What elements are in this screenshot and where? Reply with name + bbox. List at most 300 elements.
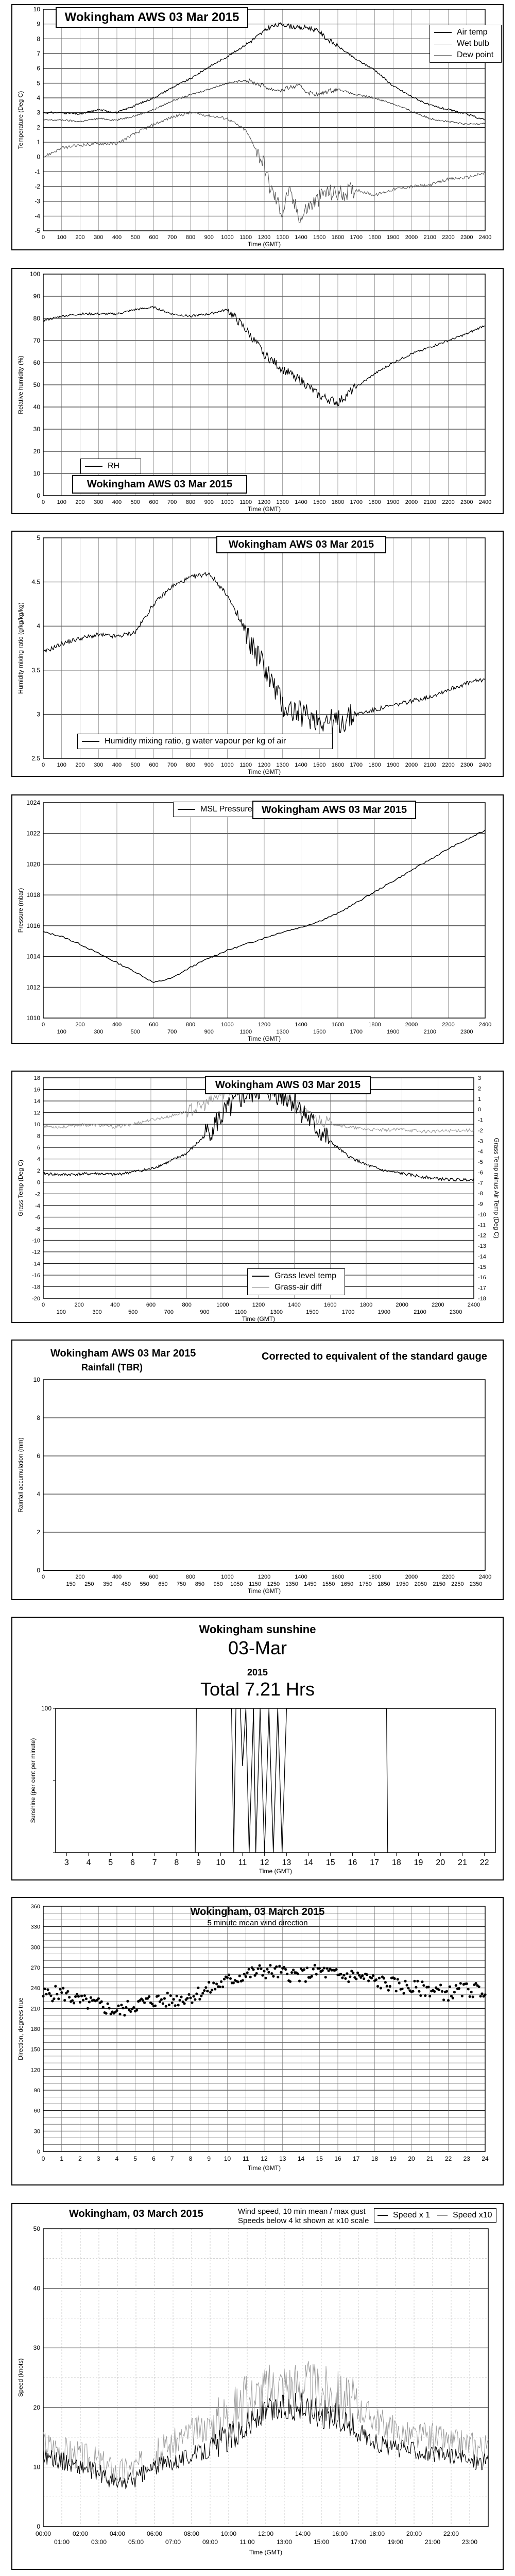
pressure-x-tick-label: 2000 — [405, 1022, 418, 1028]
pressure-x-tick-label: 200 — [75, 1022, 85, 1028]
grass-temp-x-tick-label: 1800 — [359, 1302, 373, 1308]
grass-temp-y-tick-label: 14 — [33, 1098, 40, 1105]
wind-direction-y-tick-label: 360 — [30, 1904, 40, 1910]
wind-direction-point — [469, 1995, 471, 1998]
wind-speed-x-tick-label: 08:00 — [183, 2530, 200, 2537]
sunshine-year: 2015 — [247, 1667, 268, 1677]
wind-direction-point — [206, 1990, 209, 1992]
rainfall-chart — [12, 1341, 503, 1599]
wind-speed-y-tick-label: 50 — [33, 2225, 40, 2232]
wind-direction-point — [60, 1991, 63, 1994]
wind-speed-x-tick-label: 02:00 — [72, 2530, 89, 2537]
wind-direction-point — [117, 2005, 119, 2007]
grass-temp-y-tick-label: -4 — [35, 1202, 40, 1209]
wind-speed-x-tick-label: 11:00 — [239, 2538, 255, 2546]
grass-temp-y2-axis-label: Grass Temp minus Air Temp (Deg C) — [493, 1138, 500, 1239]
temperature-x-axis-label: Time (GMT) — [247, 241, 281, 248]
mixing-ratio-y-axis-label: Humidity mixing ratio (g/kg/kg/kg) — [17, 602, 24, 694]
wind-direction-point — [246, 1971, 249, 1974]
wind-direction-x-tick-label: 6 — [152, 2155, 156, 2162]
humidity-y-axis-label: Relative humidity (%) — [17, 355, 24, 414]
wind-direction-point — [452, 1997, 454, 1999]
wind-direction-chart — [12, 1898, 503, 2184]
wind-direction-chart-title: Wokingham, 03 March 2015 — [190, 1906, 325, 1918]
wind-direction-point — [115, 2009, 118, 2012]
wind-direction-point — [125, 2006, 127, 2009]
wind-direction-point — [270, 1972, 273, 1975]
pressure-legend — [173, 802, 260, 817]
pressure-x-minor-tick-label: 100 — [57, 1029, 66, 1035]
wind-direction-point — [80, 1995, 83, 1997]
wind-direction-point — [438, 1989, 440, 1991]
wind-speed-x-tick-label: 23:00 — [461, 2538, 478, 2546]
rainfall-x-tick-label: 1800 — [368, 1574, 381, 1580]
grass-temp-y2-tick-label: 2 — [478, 1086, 482, 1092]
grass-temp-x-tick-label: 0 — [41, 1302, 45, 1308]
humidity-x-tick-label: 800 — [185, 499, 196, 505]
wind-direction-x-tick-label: 10 — [224, 2155, 231, 2162]
wind-direction-point — [82, 1999, 84, 2002]
rainfall-y-tick-label: 8 — [37, 1414, 40, 1421]
wind-direction-point — [90, 1996, 92, 1999]
grass-temp-y2-tick-label: -7 — [478, 1180, 483, 1187]
humidity-x-tick-label: 500 — [130, 499, 140, 505]
grass-temp-x-minor-tick-label: 700 — [164, 1309, 174, 1315]
rainfall-x-minor-tick-label: 1050 — [230, 1581, 243, 1587]
wind-direction-point — [255, 1972, 258, 1975]
wind-direction-point — [284, 1968, 287, 1971]
sunshine-x-tick-label: 22 — [479, 1858, 489, 1867]
wind-direction-point — [266, 1968, 268, 1971]
wind-speed-subtitle-2: Speeds below 4 kt shown at x10 scale — [238, 2216, 369, 2225]
temperature-y-tick-label: 0 — [37, 153, 40, 161]
wind-direction-point — [201, 1992, 204, 1994]
humidity-x-tick-label: 1700 — [350, 499, 363, 505]
mixing-ratio-y-tick-label: 5 — [37, 534, 40, 541]
humidity-x-tick-label: 2200 — [442, 499, 455, 505]
humidity-y-tick-label: 90 — [33, 293, 40, 300]
sunshine-x-tick-label: 17 — [370, 1858, 380, 1867]
rainfall-x-minor-tick-label: 250 — [84, 1581, 94, 1587]
grass-temp-y-tick-label: -2 — [35, 1191, 40, 1198]
legend-dew-point: Dew point — [457, 50, 494, 59]
grass-temp-x-minor-tick-label: 1900 — [377, 1309, 391, 1315]
wind-direction-point — [148, 1995, 150, 1998]
pressure-x-minor-tick-label: 900 — [204, 1029, 214, 1035]
wind-direction-point — [395, 1990, 398, 1992]
sunshine-x-tick-label: 18 — [391, 1858, 401, 1867]
wind-direction-point — [243, 1973, 246, 1975]
rainfall-x-minor-tick-label: 750 — [176, 1581, 186, 1587]
mixing-ratio-y-tick-label: 4 — [37, 622, 40, 630]
wind-direction-point — [208, 1981, 210, 1984]
wind-direction-point — [142, 1999, 144, 2002]
mixing-ratio-legend — [77, 734, 333, 749]
wind-direction-point — [122, 2007, 124, 2009]
legend-air-temp: Air temp — [457, 28, 488, 37]
wind-direction-point — [54, 1985, 57, 1988]
rainfall-x-minor-tick-label: 350 — [102, 1581, 113, 1587]
wind-direction-point — [321, 1969, 324, 1972]
grass-temp-chart-title: Wokingham AWS 03 Mar 2015 — [205, 1076, 371, 1094]
pressure-x-tick-label: 800 — [185, 1022, 196, 1028]
wind-direction-point — [421, 1980, 423, 1983]
wind-direction-point — [169, 1994, 172, 1997]
humidity-x-tick-label: 1000 — [221, 499, 234, 505]
wind-direction-point — [211, 1989, 213, 1991]
pressure-y-tick-label: 1016 — [26, 922, 40, 929]
grass-temp-y-tick-label: -18 — [32, 1284, 40, 1291]
wind-direction-point — [415, 1986, 417, 1989]
mixing-ratio-x-tick-label: 1900 — [387, 762, 400, 768]
wind-speed-y-tick-label: 20 — [33, 2403, 40, 2411]
pressure-y-tick-label: 1012 — [26, 984, 40, 991]
humidity-x-tick-label: 2400 — [478, 499, 492, 505]
wind-direction-point — [453, 1991, 456, 1993]
mixing-ratio-x-tick-label: 2200 — [442, 762, 455, 768]
wind-direction-point — [341, 1976, 344, 1979]
pressure-x-tick-label: 2200 — [442, 1022, 455, 1028]
pressure-y-tick-label: 1014 — [26, 953, 40, 960]
wind-direction-point — [384, 1981, 387, 1984]
wind-direction-point — [203, 1989, 205, 1992]
grass-temp-y-tick-label: 16 — [33, 1087, 40, 1093]
wind-direction-x-tick-label: 24 — [482, 2155, 489, 2162]
rainfall-x-minor-tick-label: 2350 — [469, 1581, 483, 1587]
wind-direction-point — [335, 1968, 337, 1971]
sunshine-x-tick-label: 9 — [196, 1858, 201, 1867]
grass-temp-x-minor-tick-label: 1100 — [234, 1309, 247, 1315]
temperature-y-tick-label: 1 — [37, 139, 40, 146]
wind-direction-y-tick-label: 30 — [33, 2128, 40, 2135]
wind-direction-point — [397, 1978, 399, 1980]
legend-mixing-ratio: Humidity mixing ratio, g water vapour per kg of air — [105, 737, 286, 745]
wind-speed-x-tick-label: 19:00 — [387, 2538, 404, 2546]
grass-temp-y2-tick-label: -2 — [478, 1127, 483, 1134]
wind-direction-point — [478, 1986, 480, 1988]
wind-speed-x-tick-label: 01:00 — [54, 2538, 70, 2546]
pressure-y-tick-label: 1018 — [26, 891, 40, 899]
wind-direction-point — [347, 1980, 350, 1983]
wind-direction-point — [168, 2004, 170, 2006]
pressure-y-axis-label: Pressure (mbar) — [17, 888, 24, 933]
sunshine-x-tick-label: 14 — [304, 1858, 313, 1867]
mixing-ratio-x-tick-label: 1700 — [350, 762, 363, 768]
wind-direction-point — [324, 1976, 327, 1978]
wind-direction-x-tick-label: 23 — [463, 2155, 470, 2162]
sunshine-chart-title: Wokingham sunshine — [199, 1623, 316, 1636]
mixing-ratio-x-tick-label: 1600 — [331, 762, 345, 768]
wind-direction-point — [214, 1988, 216, 1990]
wind-direction-point — [237, 1980, 239, 1983]
wind-speed-x-tick-label: 17:00 — [350, 2538, 367, 2546]
wind-direction-point — [200, 1994, 202, 1997]
rainfall-x-tick-label: 2200 — [442, 1574, 455, 1580]
sunshine-x-axis-label: Time (GMT) — [259, 1868, 293, 1875]
wind-direction-x-tick-label: 11 — [243, 2155, 249, 2162]
temperature-x-tick-label: 200 — [75, 234, 85, 241]
wind-direction-x-tick-label: 15 — [316, 2155, 323, 2162]
wind-direction-point — [229, 1977, 232, 1980]
humidity-chart-panel — [11, 268, 504, 514]
temperature-y-tick-label: 9 — [37, 20, 40, 28]
temperature-x-tick-label: 500 — [130, 234, 140, 241]
legend-msl-pressure: MSL Pressure — [200, 805, 252, 814]
rainfall-y-tick-label: 0 — [37, 1567, 40, 1574]
temperature-x-tick-label: 400 — [112, 234, 122, 241]
wind-direction-point — [85, 1997, 88, 2000]
grass-temp-x-minor-tick-label: 1700 — [341, 1309, 355, 1315]
wind-speed-x-tick-label: 05:00 — [128, 2538, 144, 2546]
humidity-x-tick-label: 1500 — [313, 499, 326, 505]
grass-temp-y-tick-label: 10 — [33, 1122, 40, 1128]
wind-direction-point — [189, 1996, 192, 1999]
wind-speed-y-tick-label: 0 — [37, 2523, 40, 2530]
wind-direction-point — [442, 1998, 445, 2001]
temperature-chart-title: Wokingham AWS 03 Mar 2015 — [56, 7, 248, 28]
grass-temp-x-tick-label: 1600 — [324, 1302, 337, 1308]
humidity-x-tick-label: 1200 — [258, 499, 271, 505]
wind-speed-y-tick-label: 10 — [33, 2463, 40, 2471]
mixing-ratio-y-tick-label: 2.5 — [31, 755, 40, 762]
rainfall-x-minor-tick-label: 850 — [195, 1581, 205, 1587]
wind-direction-point — [484, 1993, 486, 1996]
pressure-x-tick-label: 1000 — [221, 1022, 234, 1028]
wind-direction-chart-panel — [11, 1897, 504, 2185]
grass-temp-x-tick-label: 600 — [146, 1302, 156, 1308]
legend-speed-x10: Speed x10 — [453, 2211, 492, 2219]
rainfall-x-tick-label: 1200 — [258, 1574, 271, 1580]
wind-direction-point — [447, 1999, 450, 2002]
temperature-y-tick-label: 2 — [37, 124, 40, 131]
mixing-ratio-x-tick-label: 400 — [112, 762, 122, 768]
wind-direction-point — [74, 1995, 77, 1998]
humidity-y-tick-label: 20 — [33, 448, 40, 455]
sunshine-x-tick-label: 20 — [436, 1858, 445, 1867]
wind-direction-point — [177, 2004, 180, 2006]
wind-direction-point — [306, 1967, 308, 1969]
grass-temp-x-minor-tick-label: 2300 — [449, 1309, 462, 1315]
wind-direction-point — [221, 1986, 224, 1988]
wind-direction-x-tick-label: 7 — [170, 2155, 174, 2162]
pressure-y-tick-label: 1024 — [26, 799, 40, 806]
legend-speed-x1: Speed x 1 — [393, 2211, 431, 2219]
wind-direction-point — [79, 2001, 81, 2004]
wind-direction-point — [303, 1968, 305, 1971]
grass-temp-y2-tick-label: -11 — [478, 1222, 486, 1229]
humidity-x-tick-label: 1600 — [331, 499, 345, 505]
wind-speed-x-tick-label: 10:00 — [220, 2530, 237, 2537]
pressure-x-minor-tick-label: 300 — [94, 1029, 104, 1035]
wind-direction-point — [356, 1972, 359, 1974]
wind-direction-y-tick-label: 120 — [30, 2067, 40, 2074]
wind-direction-point — [424, 1994, 426, 1997]
wind-direction-point — [344, 1977, 347, 1980]
wind-direction-point — [160, 1998, 163, 2001]
wind-direction-point — [386, 1985, 388, 1987]
humidity-legend — [80, 459, 141, 474]
humidity-x-tick-label: 0 — [41, 499, 45, 505]
wind-direction-point — [49, 1994, 52, 1997]
wind-direction-point — [165, 2005, 167, 2008]
temperature-x-tick-label: 900 — [204, 234, 214, 241]
grass-temp-y-tick-label: -8 — [35, 1226, 40, 1232]
wind-direction-point — [378, 1977, 381, 1979]
humidity-x-tick-label: 1300 — [276, 499, 289, 505]
humidity-x-tick-label: 700 — [167, 499, 177, 505]
grass-temp-y-tick-label: -20 — [32, 1296, 40, 1302]
temperature-y-tick-label: 3 — [37, 109, 40, 116]
temperature-y-tick-label: -4 — [35, 212, 40, 220]
wind-direction-point — [180, 1995, 183, 1998]
wind-speed-x-tick-label: 15:00 — [313, 2538, 330, 2546]
wind-direction-x-tick-label: 18 — [371, 2155, 379, 2162]
grass-temp-y2-tick-label: -1 — [478, 1117, 483, 1124]
rainfall-x-tick-label: 600 — [149, 1574, 159, 1580]
wind-direction-point — [245, 1975, 247, 1978]
wind-direction-point — [441, 1990, 443, 1993]
wind-direction-point — [372, 1974, 374, 1977]
grass-temp-x-minor-tick-label: 1300 — [270, 1309, 283, 1315]
grass-temp-y-tick-label: -16 — [32, 1272, 40, 1279]
wind-direction-point — [458, 1987, 460, 1990]
wind-direction-point — [398, 1981, 401, 1984]
temperature-y-axis-label: Temperature (Deg C) — [17, 91, 24, 149]
wind-speed-subtitle: Wind speed, 10 min mean / max gust — [238, 2207, 366, 2216]
temperature-x-tick-label: 700 — [167, 234, 177, 241]
mixing-ratio-x-tick-label: 1800 — [368, 762, 381, 768]
humidity-y-tick-label: 0 — [37, 492, 40, 499]
wind-direction-y-tick-label: 210 — [30, 2006, 40, 2012]
temperature-x-tick-label: 1600 — [331, 234, 345, 241]
wind-direction-point — [272, 1975, 274, 1977]
pressure-x-tick-label: 1400 — [295, 1022, 307, 1028]
temperature-x-tick-label: 2400 — [478, 234, 492, 241]
legend-rh: RH — [108, 462, 120, 470]
grass-temp-y-axis-label: Grass Temp (Deg C) — [17, 1160, 24, 1216]
wind-direction-point — [192, 1995, 195, 1997]
grass-temp-y-tick-label: 4 — [37, 1156, 40, 1163]
temperature-legend — [430, 25, 502, 63]
wind-speed-x-tick-label: 12:00 — [258, 2530, 274, 2537]
wind-direction-point — [183, 2002, 186, 2005]
sunshine-y-axis-label: Sunshine (per cent per minute) — [29, 1738, 37, 1823]
sunshine-x-tick-label: 10 — [216, 1858, 226, 1867]
wind-direction-point — [118, 2013, 121, 2015]
temperature-x-tick-label: 0 — [41, 234, 45, 241]
mixing-ratio-x-tick-label: 1200 — [258, 762, 271, 768]
pressure-x-tick-label: 1600 — [331, 1022, 345, 1028]
sunshine-x-tick-label: 11 — [238, 1858, 247, 1867]
wind-direction-point — [143, 2002, 146, 2004]
humidity-y-tick-label: 80 — [33, 315, 40, 322]
wind-direction-point — [404, 1980, 407, 1982]
pressure-x-minor-tick-label: 500 — [130, 1029, 140, 1035]
grass-temp-y-tick-label: 8 — [37, 1133, 40, 1140]
sunshine-chart-panel — [11, 1617, 504, 1880]
grass-temp-y2-tick-label: -13 — [478, 1243, 486, 1250]
wind-direction-point — [318, 1967, 321, 1970]
wind-speed-chart — [12, 2204, 503, 2569]
wind-direction-point — [163, 1997, 166, 1999]
wind-direction-point — [376, 1985, 379, 1988]
wind-direction-point — [406, 1984, 408, 1987]
rainfall-x-minor-tick-label: 1250 — [267, 1581, 280, 1587]
wind-direction-point — [261, 1974, 264, 1977]
temperature-y-tick-label: 10 — [33, 6, 40, 13]
wind-direction-point — [260, 1968, 262, 1970]
temperature-y-tick-label: 7 — [37, 50, 40, 57]
humidity-y-tick-label: 50 — [33, 381, 40, 388]
wind-direction-point — [204, 1986, 207, 1989]
wind-direction-point — [198, 1998, 201, 2001]
mixing-ratio-x-tick-label: 300 — [94, 762, 104, 768]
wind-direction-point — [242, 1979, 244, 1981]
wind-direction-point — [475, 1982, 477, 1985]
humidity-x-tick-label: 1400 — [295, 499, 307, 505]
wind-speed-y-tick-label: 40 — [33, 2284, 40, 2292]
temperature-chart-panel — [11, 4, 504, 250]
temperature-x-tick-label: 2300 — [460, 234, 473, 241]
wind-direction-point — [108, 2007, 111, 2009]
sunshine-x-tick-label: 7 — [152, 1858, 157, 1867]
temperature-y-tick-label: -2 — [35, 183, 40, 190]
grass-temp-y2-tick-label: 0 — [478, 1107, 482, 1113]
wind-direction-y-tick-label: 60 — [33, 2108, 40, 2114]
wind-speed-x-tick-label: 04:00 — [109, 2530, 126, 2537]
mixing-ratio-x-tick-label: 2000 — [405, 762, 418, 768]
rainfall-x-tick-label: 400 — [112, 1574, 122, 1580]
wind-direction-point — [218, 1986, 221, 1988]
wind-direction-point — [304, 1980, 307, 1983]
mixing-ratio-x-axis-label: Time (GMT) — [247, 768, 281, 775]
wind-direction-point — [389, 1985, 391, 1988]
mixing-ratio-y-tick-label: 3 — [37, 710, 40, 718]
sunshine-x-tick-label: 21 — [458, 1858, 467, 1867]
grass-temp-x-minor-tick-label: 1500 — [306, 1309, 319, 1315]
legend-grass-temp: Grass level temp — [274, 1272, 337, 1280]
temperature-y-tick-label: 8 — [37, 35, 40, 43]
wind-speed-chart-panel — [11, 2203, 504, 2570]
wind-direction-point — [292, 1969, 295, 1971]
pressure-x-tick-label: 1200 — [258, 1022, 271, 1028]
rainfall-x-tick-label: 1000 — [221, 1574, 234, 1580]
grass-temp-y-tick-label: 12 — [33, 1110, 40, 1116]
wind-direction-x-tick-label: 2 — [78, 2155, 82, 2162]
wind-direction-point — [238, 1975, 241, 1977]
rainfall-plot-frame — [43, 1380, 485, 1570]
rainfall-x-minor-tick-label: 1950 — [396, 1581, 409, 1587]
temperature-x-tick-label: 1500 — [313, 234, 326, 241]
grass-temp-y2-tick-label: -9 — [478, 1201, 483, 1208]
wind-direction-point — [280, 1971, 282, 1974]
temperature-x-tick-label: 1700 — [350, 234, 363, 241]
humidity-x-tick-label: 1900 — [387, 499, 400, 505]
grass-temp-x-minor-tick-label: 300 — [92, 1309, 102, 1315]
temperature-x-tick-label: 600 — [149, 234, 159, 241]
mixing-ratio-x-tick-label: 0 — [41, 762, 45, 768]
wind-direction-x-tick-label: 0 — [41, 2155, 45, 2162]
humidity-x-tick-label: 300 — [94, 499, 104, 505]
humidity-y-tick-label: 10 — [33, 470, 40, 477]
wind-direction-point — [191, 2002, 193, 2004]
pressure-x-axis-label: Time (GMT) — [247, 1035, 281, 1042]
rainfall-x-minor-tick-label: 1150 — [249, 1581, 261, 1587]
rainfall-x-tick-label: 2000 — [405, 1574, 418, 1580]
rainfall-x-tick-label: 1400 — [295, 1574, 307, 1580]
temperature-x-tick-label: 2000 — [405, 234, 418, 241]
wind-direction-point — [387, 1989, 390, 1992]
